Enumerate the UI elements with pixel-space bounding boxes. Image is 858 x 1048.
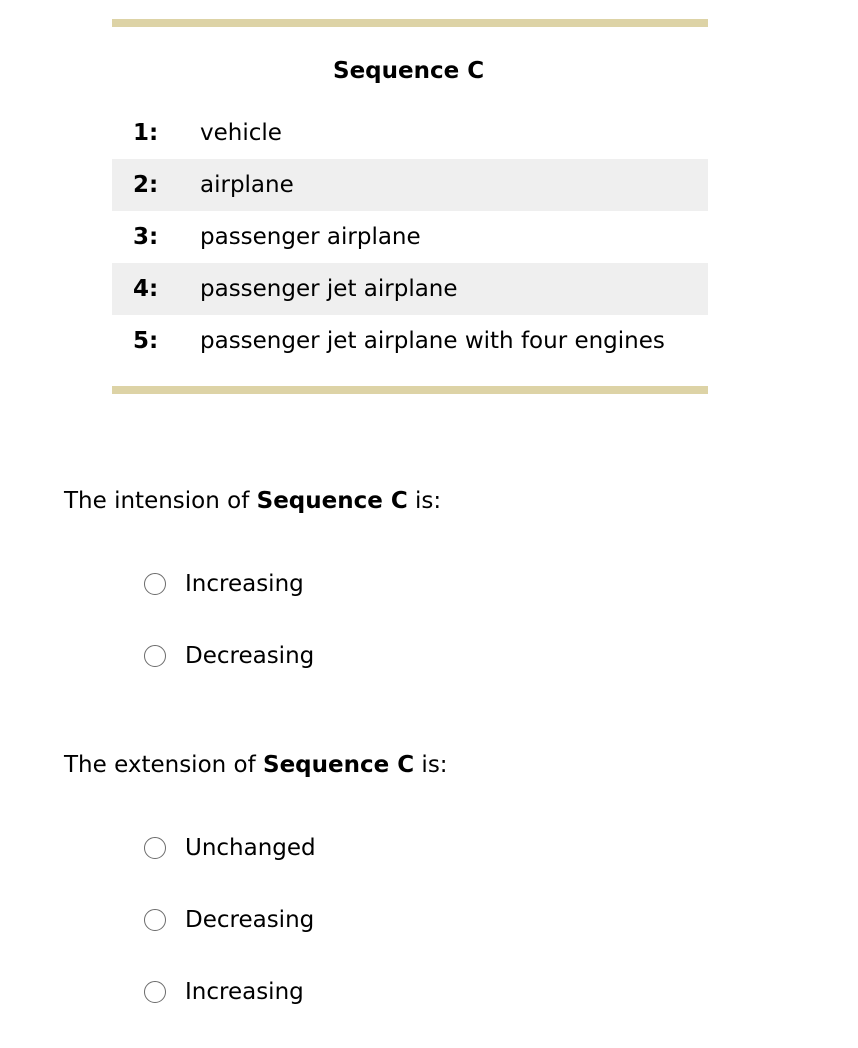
sequence-row <box>112 159 708 211</box>
radio-button[interactable] <box>144 645 166 667</box>
radio-button[interactable] <box>144 573 166 595</box>
row-term: passenger jet airplane with four engines <box>200 328 665 354</box>
intension-question <box>64 488 441 514</box>
radio-button[interactable] <box>144 981 166 1003</box>
row-term: vehicle <box>200 120 282 146</box>
sequence-row <box>112 315 708 367</box>
option-label[interactable]: Increasing <box>185 571 304 597</box>
extension-option-increasing[interactable] <box>144 979 304 1005</box>
row-number: 4: <box>133 276 159 302</box>
option-label[interactable]: Increasing <box>185 979 304 1005</box>
intension-option-increasing[interactable] <box>144 571 304 597</box>
row-term: passenger jet airplane <box>200 276 458 302</box>
question-subject: Sequence C <box>256 488 408 514</box>
radio-button[interactable] <box>144 909 166 931</box>
question-subject: Sequence C <box>263 752 415 778</box>
question-suffix: is: <box>414 752 448 778</box>
bottom-rule <box>112 386 708 394</box>
row-number: 3: <box>133 224 159 250</box>
sequence-table <box>112 19 708 394</box>
question-suffix: is: <box>407 488 442 514</box>
question-prefix: The extension of <box>64 752 264 778</box>
extension-question <box>64 752 448 778</box>
sequence-title: Sequence C <box>333 58 485 84</box>
row-number: 1: <box>133 120 159 146</box>
radio-button[interactable] <box>144 837 166 859</box>
row-number: 5: <box>133 328 159 354</box>
top-rule <box>112 19 708 27</box>
option-label[interactable]: Decreasing <box>185 643 315 669</box>
row-term: airplane <box>200 172 294 198</box>
row-term: passenger airplane <box>200 224 421 250</box>
option-label[interactable]: Decreasing <box>185 907 315 933</box>
sequence-row <box>112 263 708 315</box>
option-label[interactable]: Unchanged <box>185 835 316 861</box>
sequence-row <box>112 107 708 159</box>
question-prefix: The intension of <box>64 488 257 514</box>
sequence-rows <box>112 107 708 386</box>
extension-option-unchanged[interactable] <box>144 835 316 861</box>
sequence-row <box>112 211 708 263</box>
extension-option-decreasing[interactable] <box>144 907 314 933</box>
row-number: 2: <box>133 172 159 198</box>
intension-option-decreasing[interactable] <box>144 643 314 669</box>
